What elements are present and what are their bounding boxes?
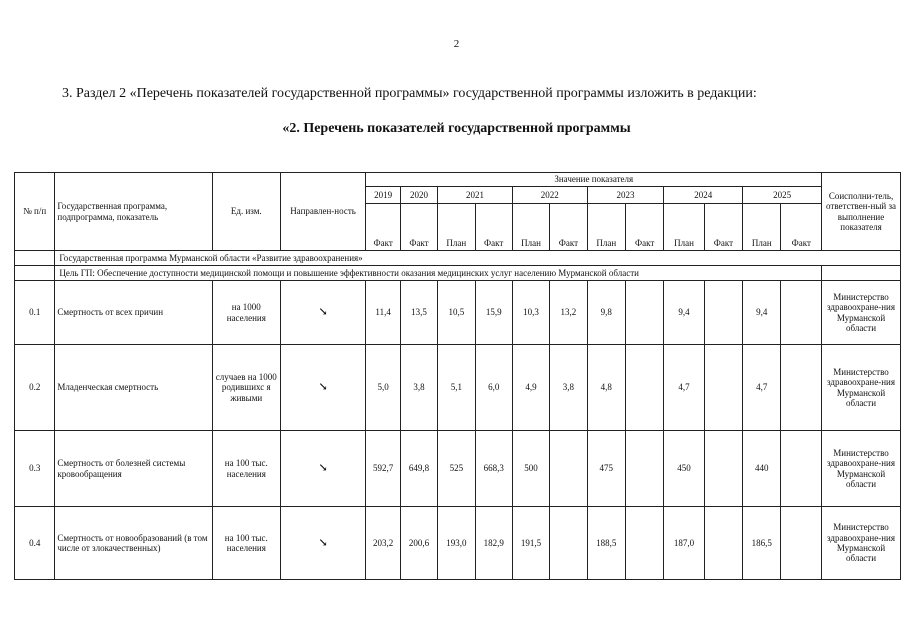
row-value (781, 281, 822, 345)
value-subheader: План (438, 204, 475, 251)
row-unit: на 100 тыс. населения (212, 507, 280, 580)
header-values-group: Значение показателя (366, 173, 822, 187)
row-value: 475 (587, 431, 625, 507)
row-value: 649,8 (400, 431, 437, 507)
row-value: 10,5 (438, 281, 475, 345)
year-header: 2024 (664, 187, 743, 204)
row-value: 500 (512, 431, 549, 507)
value-subheader: План (664, 204, 704, 251)
row-name: Смертность от болезней системы кровообращения (55, 431, 213, 507)
trend-down-arrow-icon: ↘ (280, 345, 366, 431)
row-name: Смертность от новообразований (в том числе от злокачественных) (55, 507, 213, 580)
goal-row-executor (822, 266, 901, 281)
value-subheader: План (587, 204, 625, 251)
year-header: 2025 (743, 187, 822, 204)
row-value: 203,2 (366, 507, 400, 580)
row-value: 13,2 (550, 281, 587, 345)
row-value: 182,9 (475, 507, 512, 580)
row-value (625, 281, 663, 345)
trend-down-arrow-icon: ↘ (280, 281, 366, 345)
row-value (625, 507, 663, 580)
value-subheader: Факт (475, 204, 512, 251)
row-value: 450 (664, 431, 704, 507)
row-num: 0.3 (15, 431, 55, 507)
row-value: 4,9 (512, 345, 549, 431)
row-num: 0.2 (15, 345, 55, 431)
goal-row-num (15, 266, 55, 281)
header-name: Государственная программа, подпрограмма, показатель (55, 173, 213, 251)
table-row (15, 431, 901, 507)
table-row (15, 345, 901, 431)
row-value (550, 507, 587, 580)
row-value: 9,4 (664, 281, 704, 345)
indicators-table (14, 172, 901, 580)
row-name: Смертность от всех причин (55, 281, 213, 345)
row-num: 0.4 (15, 507, 55, 580)
row-value: 592,7 (366, 431, 400, 507)
row-executor: Министерство здравоохране-ния Мурманской области (822, 281, 901, 345)
row-value: 9,4 (743, 281, 781, 345)
row-value (704, 345, 742, 431)
table-row (15, 281, 901, 345)
year-header: 2019 (366, 187, 400, 204)
row-value: 191,5 (512, 507, 549, 580)
header-num: № п/п (15, 173, 55, 251)
row-unit: на 100 тыс. населения (212, 431, 280, 507)
row-executor: Министерство здравоохране-ния Мурманской области (822, 431, 901, 507)
row-value (704, 431, 742, 507)
table-row (15, 507, 901, 580)
row-value: 187,0 (664, 507, 704, 580)
row-value: 3,8 (550, 345, 587, 431)
row-value: 4,7 (664, 345, 704, 431)
row-value: 525 (438, 431, 475, 507)
row-value: 5,1 (438, 345, 475, 431)
row-value: 200,6 (400, 507, 437, 580)
header-executor: Соисполни-тель, ответствен-ный за выполнение показателя (822, 173, 901, 251)
trend-down-arrow-icon: ↘ (280, 431, 366, 507)
row-value: 4,7 (743, 345, 781, 431)
row-value: 9,8 (587, 281, 625, 345)
value-subheader: Факт (704, 204, 742, 251)
row-value: 186,5 (743, 507, 781, 580)
value-subheader: План (512, 204, 549, 251)
row-value (625, 431, 663, 507)
row-value (550, 431, 587, 507)
row-unit: случаев на 1000 родившихс я живыми (212, 345, 280, 431)
row-value: 193,0 (438, 507, 475, 580)
trend-down-arrow-icon: ↘ (280, 507, 366, 580)
header-unit: Ед. изм. (212, 173, 280, 251)
program-row-num (15, 251, 55, 266)
row-value: 188,5 (587, 507, 625, 580)
year-header: 2022 (512, 187, 587, 204)
row-value (704, 507, 742, 580)
row-value (704, 281, 742, 345)
row-value: 4,8 (587, 345, 625, 431)
row-value: 15,9 (475, 281, 512, 345)
row-value: 440 (743, 431, 781, 507)
value-subheader: Факт (400, 204, 437, 251)
row-executor: Министерство здравоохране-ния Мурманской области (822, 345, 901, 431)
program-row: Государственная программа Мурманской области «Развитие здравоохранения» (55, 251, 901, 266)
page-number: 2 (453, 38, 460, 50)
row-name: Младенческая смертность (55, 345, 213, 431)
row-value (781, 431, 822, 507)
row-value: 10,3 (512, 281, 549, 345)
row-value: 3,8 (400, 345, 437, 431)
value-subheader: Факт (550, 204, 587, 251)
section-title: «2. Перечень показателей государственной программы (282, 121, 631, 136)
row-value (781, 507, 822, 580)
year-header: 2020 (400, 187, 437, 204)
value-subheader: Факт (781, 204, 822, 251)
row-executor: Министерство здравоохране-ния Мурманской области (822, 507, 901, 580)
row-unit: на 1000 населения (212, 281, 280, 345)
value-subheader: Факт (366, 204, 400, 251)
row-value: 11,4 (366, 281, 400, 345)
row-value: 668,3 (475, 431, 512, 507)
value-subheader: Факт (625, 204, 663, 251)
value-subheader: План (743, 204, 781, 251)
year-header: 2023 (587, 187, 664, 204)
goal-row: Цель ГП: Обеспечение доступности медицинской помощи и повышение эффективности оказания медицинских услуг населению Мурманской области (55, 266, 822, 281)
year-header: 2021 (438, 187, 513, 204)
header-direction: Направлен-ность (280, 173, 366, 251)
row-num: 0.1 (15, 281, 55, 345)
row-value: 6,0 (475, 345, 512, 431)
intro-paragraph: 3. Раздел 2 «Перечень показателей государственной программы» государственной программы изложить в редакции: (62, 86, 757, 101)
row-value (781, 345, 822, 431)
row-value: 13,5 (400, 281, 437, 345)
row-value: 5,0 (366, 345, 400, 431)
row-value (625, 345, 663, 431)
